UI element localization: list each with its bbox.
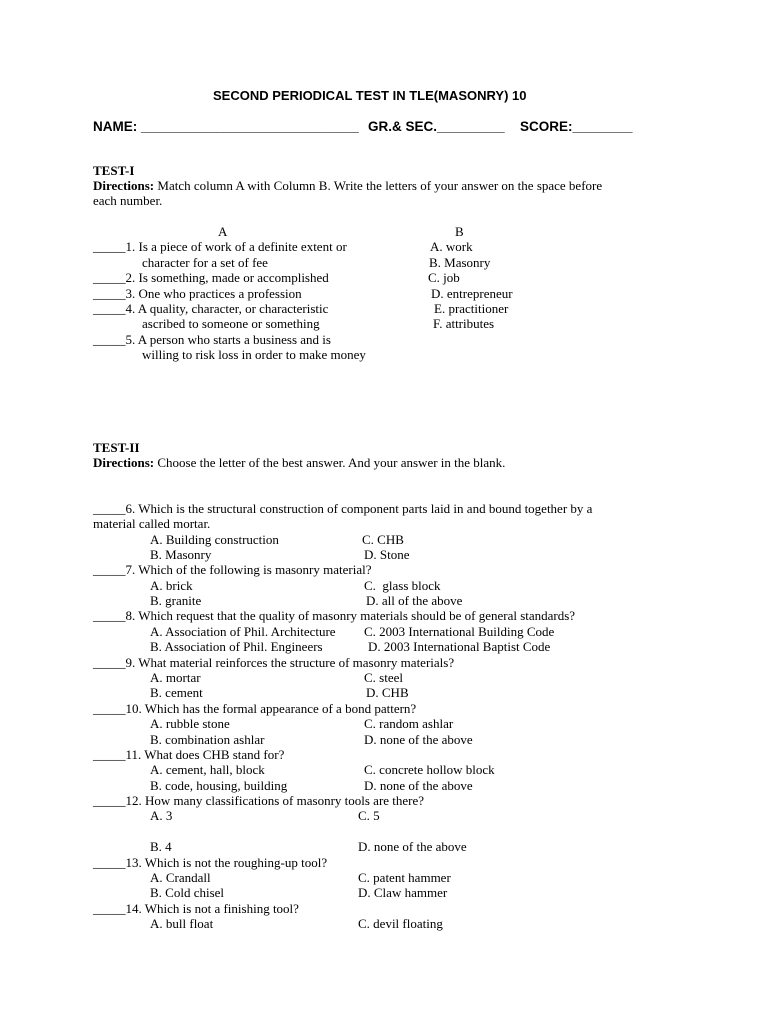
q10-option-d: D. none of the above <box>364 732 473 747</box>
q10-option-b: B. combination ashlar <box>150 732 265 747</box>
q13-option-d: D. Claw hammer <box>358 885 448 900</box>
column-b-header: B <box>455 224 464 239</box>
match-item-4[interactable]: _____4. A quality, character, or characteristic <box>93 301 329 316</box>
q14-option-a: A. bull float <box>150 916 214 931</box>
choice-b-b: B. Masonry <box>429 255 491 270</box>
q13-option-c: C. patent hammer <box>358 870 451 885</box>
q8-option-a: A. Association of Phil. Architecture <box>150 624 336 639</box>
choice-b-a: A. work <box>430 239 473 254</box>
q8-option-b: B. Association of Phil. Engineers <box>150 639 323 654</box>
q11-option-c: C. concrete hollow block <box>364 762 495 777</box>
choice-b-d: D. entrepreneur <box>431 286 513 301</box>
question-11[interactable]: _____11. What does CHB stand for? <box>93 747 285 762</box>
score-field[interactable]: SCORE:________ <box>520 119 633 134</box>
test1-directions-cont: each number. <box>93 193 163 208</box>
choice-b-e: E. practitioner <box>434 301 509 316</box>
q6-option-a: A. Building construction <box>150 532 279 547</box>
q8-option-d: D. 2003 International Baptist Code <box>368 639 551 654</box>
question-14[interactable]: _____14. Which is not a finishing tool? <box>93 901 299 916</box>
match-item-1-cont: character for a set of fee <box>142 255 268 270</box>
q7-option-b: B. granite <box>150 593 202 608</box>
directions-text: Choose the letter of the best answer. And your answer in the blank. <box>154 455 506 470</box>
question-8[interactable]: _____8. Which request that the quality of masonry materials should be of general standards? <box>93 608 576 623</box>
match-item-1[interactable]: _____1. Is a piece of work of a definite extent or <box>93 239 347 254</box>
q10-option-a: A. rubble stone <box>150 716 230 731</box>
test2-heading: TEST-II <box>93 440 140 455</box>
q10-option-c: C. random ashlar <box>364 716 454 731</box>
question-13[interactable]: _____13. Which is not the roughing-up tool? <box>93 855 328 870</box>
choice-b-c: C. job <box>428 270 460 285</box>
match-item-4-cont: ascribed to someone or something <box>142 316 320 331</box>
test2-directions <box>93 455 505 470</box>
match-item-2[interactable]: _____2. Is something, made or accomplished <box>93 270 329 285</box>
match-item-5-cont: willing to risk loss in order to make money <box>142 347 366 362</box>
question-12[interactable]: _____12. How many classifications of masonry tools are there? <box>93 793 425 808</box>
name-field[interactable]: NAME: _____________________________ <box>93 119 359 134</box>
grade-section-field[interactable]: GR.& SEC._________ <box>368 119 505 134</box>
question-7[interactable]: _____7. Which of the following is masonry material? <box>93 562 372 577</box>
match-item-5[interactable]: _____5. A person who starts a business and is <box>93 332 331 347</box>
q12-option-c: C. 5 <box>358 808 380 823</box>
choice-b-f: F. attributes <box>433 316 495 331</box>
q11-option-a: A. cement, hall, block <box>150 762 265 777</box>
question-6[interactable]: _____6. Which is the structural construction of component parts laid in and bound together by a <box>93 501 593 516</box>
q13-option-b: B. Cold chisel <box>150 885 225 900</box>
q14-option-c: C. devil floating <box>358 916 443 931</box>
directions-text: Match column A with Column B. Write the letters of your answer on the space before <box>154 178 603 193</box>
question-9[interactable]: _____9. What material reinforces the structure of masonry materials? <box>93 655 455 670</box>
q9-option-b: B. cement <box>150 685 203 700</box>
q9-option-c: C. steel <box>364 670 403 685</box>
q9-option-a: A. mortar <box>150 670 201 685</box>
q12-option-b: B. 4 <box>150 839 172 854</box>
q7-option-a: A. brick <box>150 578 193 593</box>
question-6-cont: material called mortar. <box>93 516 211 531</box>
q8-option-c: C. 2003 International Building Code <box>364 624 555 639</box>
q13-option-a: A. Crandall <box>150 870 211 885</box>
test1-directions <box>93 178 602 193</box>
column-a-header: A <box>218 224 228 239</box>
q6-option-b: B. Masonry <box>150 547 212 562</box>
q12-option-a: A. 3 <box>150 808 173 823</box>
q11-option-b: B. code, housing, building <box>150 778 288 793</box>
q7-option-c: C. glass block <box>364 578 441 593</box>
q6-option-c: C. CHB <box>362 532 404 547</box>
q7-option-d: D. all of the above <box>366 593 463 608</box>
test1-heading: TEST-I <box>93 163 135 178</box>
q6-option-d: D. Stone <box>364 547 410 562</box>
match-item-3[interactable]: _____3. One who practices a profession <box>93 286 302 301</box>
q11-option-d: D. none of the above <box>364 778 473 793</box>
directions-label: Directions: <box>93 178 155 193</box>
page-title: SECOND PERIODICAL TEST IN TLE(MASONRY) 10 <box>213 88 527 103</box>
directions-label: Directions: <box>93 455 155 470</box>
q9-option-d: D. CHB <box>366 685 409 700</box>
question-10[interactable]: _____10. Which has the formal appearance of a bond pattern? <box>93 701 417 716</box>
q12-option-d: D. none of the above <box>358 839 467 854</box>
